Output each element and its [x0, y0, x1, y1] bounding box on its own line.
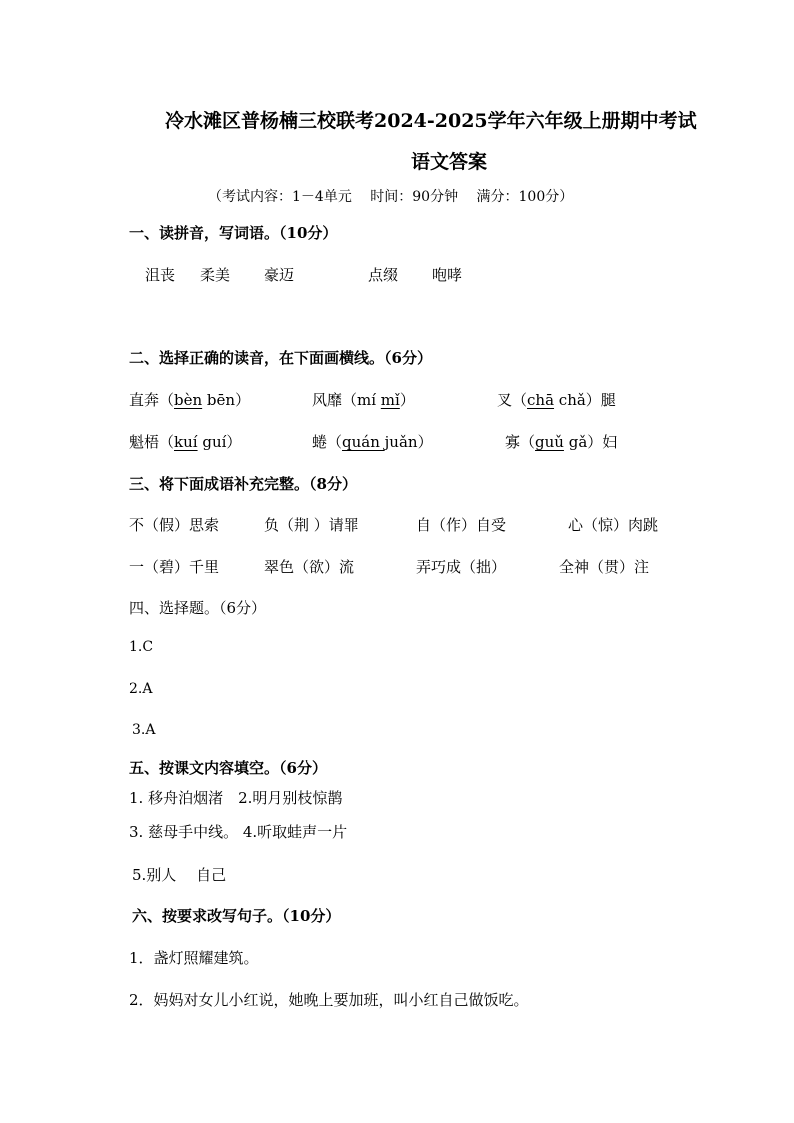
s2-item: 叉（chā chǎ）腿	[497, 391, 616, 409]
s3-idiom: 全神（贯）注	[559, 558, 650, 576]
s1-word: 点缀	[368, 266, 399, 284]
s4-answer: 3.A	[132, 722, 156, 738]
s3-idiom: 一（碧）千里	[129, 558, 220, 576]
s3-idiom: 负（荆 ）请罪	[264, 516, 359, 534]
s2-underlined: quán	[342, 433, 385, 451]
section-1-heading: 一、读拼音，写词语。（10分）	[129, 224, 338, 242]
s1-word: 咆哮	[432, 266, 463, 284]
s3-idiom: 自（作）自受	[416, 516, 507, 534]
s2-underlined: kuí	[174, 433, 198, 451]
s4-answer: 2.A	[129, 681, 153, 697]
s3-idiom: 翠色（欲）流	[264, 558, 355, 576]
s2-item: 直奔（bèn bēn）	[129, 391, 251, 409]
s2-underlined: chā	[527, 391, 555, 409]
s4-answer: 1.C	[129, 639, 154, 655]
s1-word: 柔美	[200, 266, 231, 284]
s6-line: 1．盏灯照耀建筑。	[129, 949, 259, 967]
s5-line: 1. 移舟泊烟渚 2.明月别枝惊鹊	[129, 789, 343, 807]
s2-item: 风靡（mí mǐ）	[312, 391, 415, 409]
s1-word: 沮丧	[145, 266, 176, 284]
s6-line: 2．妈妈对女儿小红说，她晚上要加班，叫小红自己做饭吃。	[129, 991, 529, 1009]
s2-underlined: bèn	[174, 391, 203, 409]
section-2-heading: 二、选择正确的读音，在下面画横线。（6分）	[129, 349, 432, 367]
section-5-heading: 五、按课文内容填空。（6分）	[129, 759, 327, 777]
s2-item: 蜷（quán juǎn）	[312, 433, 433, 451]
s3-idiom: 不（假）思索	[129, 516, 220, 534]
s2-underlined: guǔ	[535, 433, 564, 451]
s3-idiom: 弄巧成（拙）	[416, 558, 507, 576]
section-4-heading: 四、选择题。（6分）	[129, 599, 267, 617]
page-title: 冷水滩区普杨楠三校联考2024-2025学年六年级上册期中考试	[165, 110, 697, 132]
s2-item: 魁梧（kuí guí）	[129, 433, 242, 451]
page-subtitle: 语文答案	[411, 151, 488, 173]
section-3-heading: 三、将下面成语补充完整。（8分）	[129, 475, 357, 493]
s1-word: 豪迈	[264, 266, 295, 284]
s3-idiom: 心（惊）肉跳	[568, 516, 659, 534]
s2-underlined: mǐ	[380, 391, 400, 409]
exam-info: （考试内容：1－4单元 时间：90分钟 满分：100分）	[208, 189, 574, 205]
section-6-heading: 六、按要求改写句子。（10分）	[132, 907, 341, 925]
s5-line: 3. 慈母手中线。 4.听取蛙声一片	[129, 823, 348, 841]
s5-line: 5.别人 自己	[132, 866, 227, 884]
s2-item: 寡（guǔ gǎ）妇	[505, 433, 618, 451]
